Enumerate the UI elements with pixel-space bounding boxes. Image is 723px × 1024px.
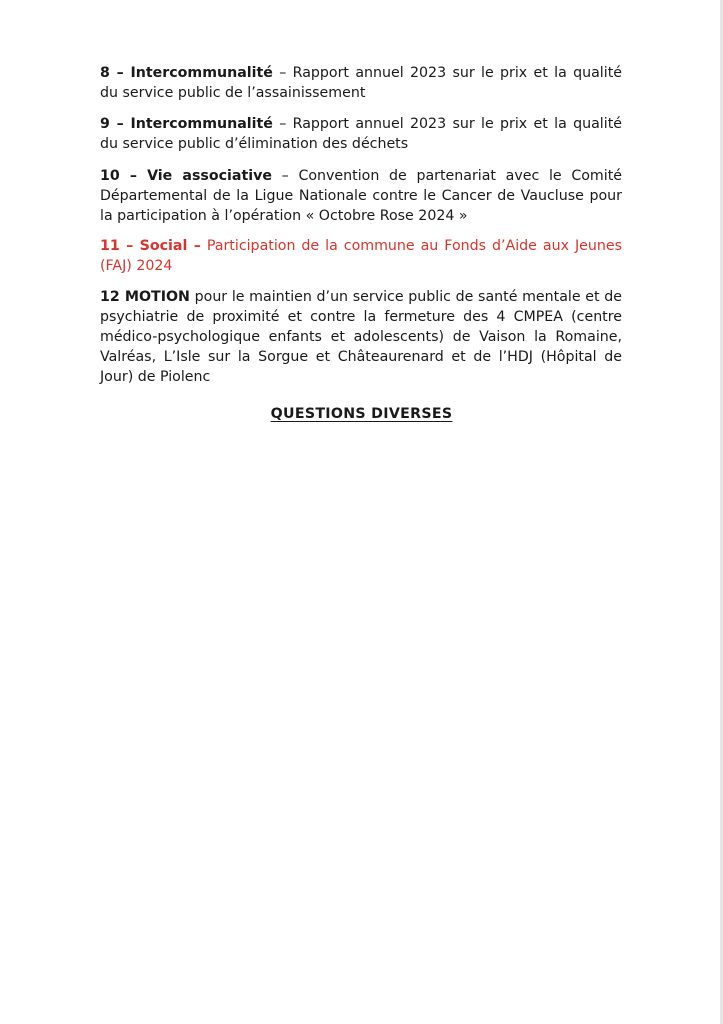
- agenda-item-12-heading: 12 MOTION: [100, 289, 190, 305]
- agenda-item-10-text: – Convention de partenariat avec le Comité Départemental de la Ligue Nationale contre le Cancer de Vaucluse pour la participation à l’opération « Octobre Rose 2024 »: [100, 168, 622, 224]
- agenda-item-11-text: Participation de la commune au Fonds d’Aide aux Jeunes (FAJ) 2024: [100, 238, 622, 274]
- questions-diverses-label: QUESTIONS DIVERSES: [270, 406, 453, 422]
- agenda-item-8-heading: 8 – Intercommunalité: [100, 65, 273, 81]
- agenda-item-10-heading: 10 – Vie associative: [100, 168, 272, 184]
- agenda-item-10: [100, 166, 622, 226]
- agenda-item-12: [100, 287, 622, 387]
- agenda-item-8: [100, 63, 622, 103]
- agenda-item-11: [100, 236, 622, 276]
- agenda-item-11-heading: 11 – Social –: [100, 238, 201, 254]
- agenda-item-9: [100, 114, 622, 154]
- agenda-item-12-text: pour le maintien d’un service public de santé mentale et de psychiatrie de proximité et contre la fermeture des 4 CMPEA (centre médico-psychologique enfants et adolescents) de Vaison la Romaine, Valréas, L’Isle sur la Sorgue et Châteaurenard et de l’HDJ (Hôpital de Jour) de Piolenc: [100, 289, 622, 385]
- agenda-item-9-heading: 9 – Intercommunalité: [100, 116, 273, 132]
- questions-diverses-heading: [0, 406, 723, 422]
- agenda-item-9-text: – Rapport annuel 2023 sur le prix et la qualité du service public d’élimination des déchets: [100, 116, 622, 152]
- agenda-item-8-text: – Rapport annuel 2023 sur le prix et la qualité du service public de l’assainissement: [100, 65, 622, 101]
